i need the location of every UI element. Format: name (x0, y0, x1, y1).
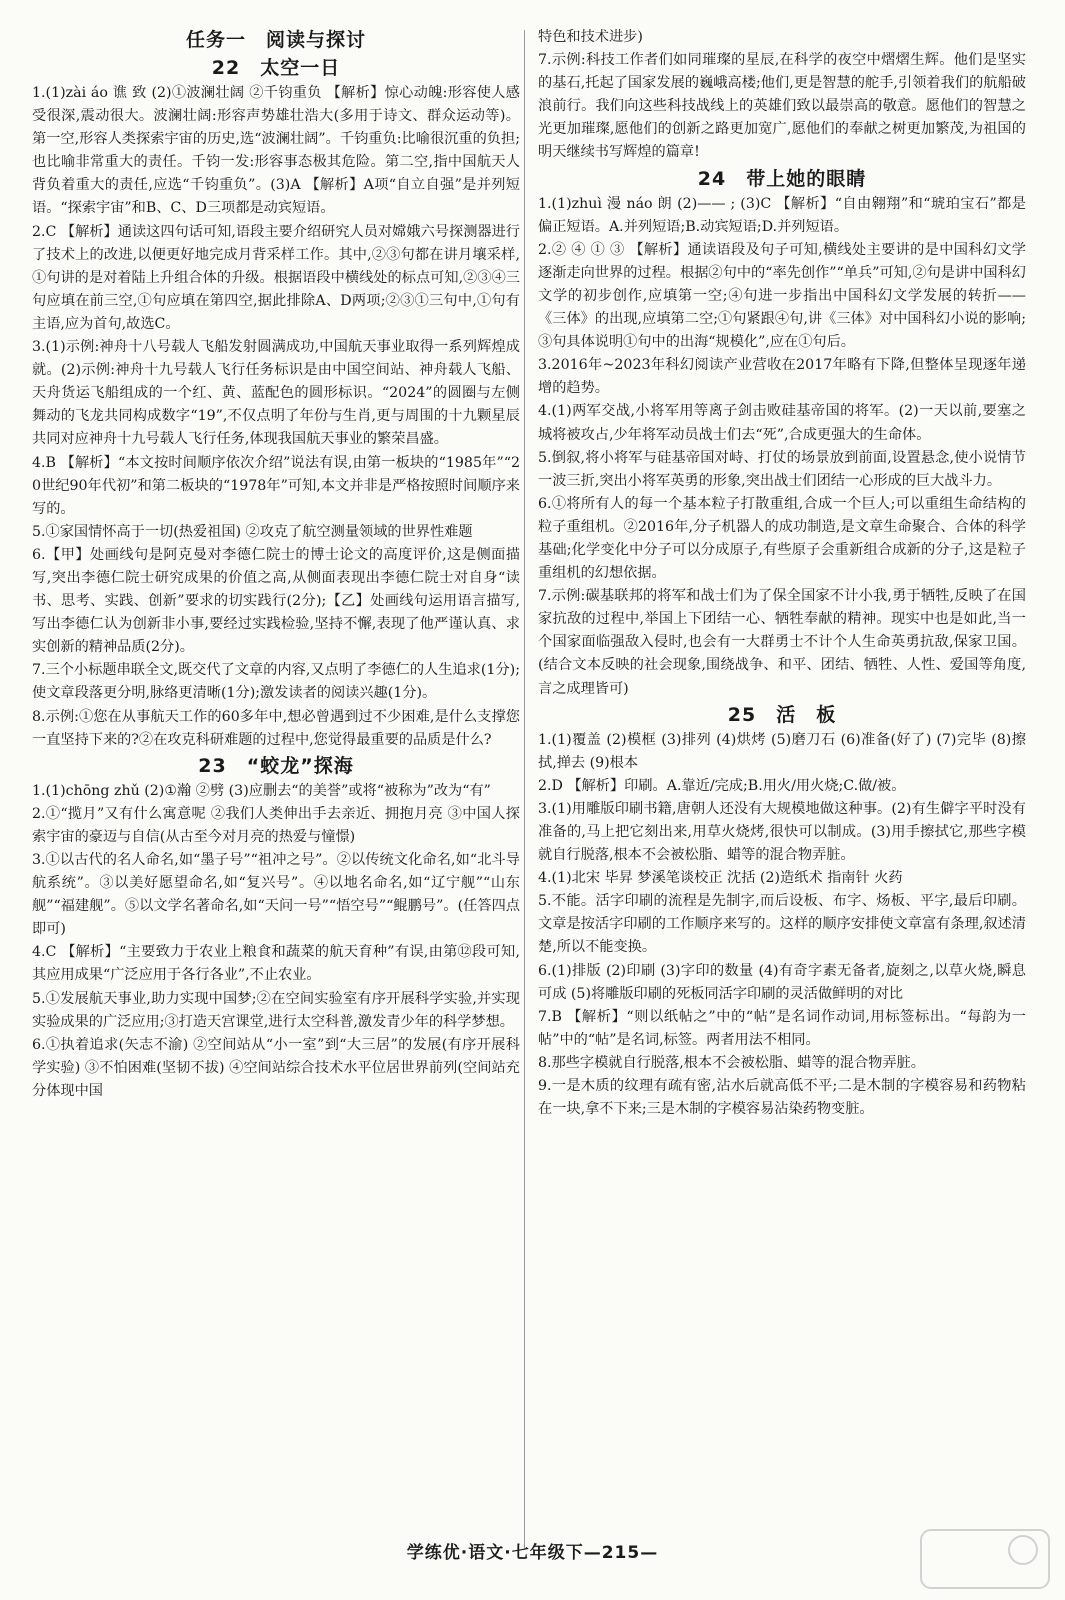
s25-answer-2: 2.D 【解析】印刷。A.靠近/完成;B.用火/用火烧;C.做/被。 (538, 777, 906, 794)
s22-answer-7: 7.三个小标题串联全文,既交代了文章的内容,又点明了李德仁的人生追求(1分);使文章段落更分明,脉络更清晰(1分);激发读者的阅读兴趣(1分)。 (32, 662, 520, 702)
watermark-stamp-icon (919, 1528, 1051, 1590)
s24-answer-3: 3.2016年~2023年科幻阅读产业营收在2017年略有下降,但整体呈现逐年递增的趋势。 (538, 357, 1026, 397)
right-column (538, 26, 1026, 1121)
s24-answer-2: 2.② ④ ① ③ 【解析】通读语段及句子可知,横线处主要讲的是中国科幻文学逐渐走向世界的过程。根据②句中的“率先创作”“单兵”可知,②句是讲中国科幻文学的初步创作,应填第一空;④句进一步指出中国科幻文学发展的转折——《三体》的出现,应填第二空;①句紧跟④句,讲《三体》对中国科幻小说的影响;③句具体说明①句中的出海“规模化”,应在①句后。 (538, 241, 1026, 351)
s22-answer-5: 5.①家国情怀高于一切(热爱祖国) ②攻克了航空测量领域的世界性难题 (32, 523, 473, 540)
page-footer: 学练优·语文·七年级下—215— (406, 1543, 659, 1563)
s25-answer-8: 8.那些字模就自行脱落,根本不会被松脂、蜡等的混合物弄脏。 (538, 1054, 925, 1071)
section-24-title: 24 带上她的眼睛 (697, 167, 867, 190)
s23-answer-7: 7.示例:科技工作者们如同璀璨的星辰,在科学的夜空中熠熠生辉。他们是坚实的基石,托起了国家发展的巍峨高楼;他们,更是智慧的舵手,引领着我们的航船破浪前行。我们向这些科技战线上的英雄们致以最崇高的敬意。愿他们的智慧之光更加璀璨,愿他们的创新之路更加宽广,愿他们的奉献之树更加繁茂,为祖国的明天继续书写辉煌的篇章! (538, 52, 1026, 161)
section-23-title: 23 “蛟龙”探海 (198, 754, 354, 777)
section-22-title: 22 太空一日 (211, 57, 341, 79)
s24-answer-5: 5.倒叙,将小将军与硅基帝国对峙、打仗的场景放到前面,设置悬念,使小说情节一波三折,突出小将军英勇的形象,突出战士们团结一心形成的巨大战斗力。 (538, 449, 1026, 489)
s24-answer-6: 6.①将所有人的每一个基本粒子打散重组,合成一个巨人;可以重组生命结构的粒子重组机。②2016年,分子机器人的成功制造,是文章生命聚合、合体的科学基础;化学变化中分子可以分成原子,有些原子会重新组合成新的分子,这是粒子重组机的幻想依据。 (538, 495, 1026, 582)
s23-answer-6: 6.①执着追求(矢志不渝) ②空间站从“小一室”到“大三居”的发展(有序开展科学实验) ③不怕困难(坚韧不拔) ④空间站综合技术水平位居世界前列(空间站充分体现中国 (32, 1036, 520, 1099)
s24-answer-1: 1.(1)zhuì 漫 náo 朗 (2)—— ; (3)C 【解析】“自由翱翔”和“琥珀宝石”都是偏正短语。A.并列短语;B.动宾短语;D.并列短语。 (538, 195, 1026, 235)
column-divider (524, 30, 525, 1550)
s24-answer-4: 4.(1)两军交战,小将军用等离子剑击败硅基帝国的将军。(2)一天以前,要塞之城将被攻占,少年将军动员战士们去“死”,合成更强大的生命体。 (538, 403, 1026, 443)
s25-answer-1: 1.(1)覆盖 (2)模框 (3)排列 (4)烘烤 (5)磨刀石 (6)准备(好了) (7)完毕 (8)擦拭,掸去 (9)根本 (538, 731, 1026, 771)
s25-answer-9: 9.一是木质的纹理有疏有密,沾水后就高低不平;二是木制的字模容易和药物粘在一块,拿不下来;三是木制的字模容易沾染药物变脏。 (538, 1078, 1026, 1118)
s23-answer-2: 2.①“揽月”又有什么寓意呢 ②我们人类伸出手去亲近、拥抱月亮 ③中国人探索宇宙的豪迈与自信(从古至今对月亮的热爱与憧憬) (32, 805, 520, 845)
s25-answer-3: 3.(1)用雕版印刷书籍,唐朝人还没有大规模地做这种事。(2)有生僻字平时没有准备的,马上把它刻出来,用草火烧烤,很快可以制成。(3)用手擦拭它,那些字模就自行脱落,根本不会被松脂、蜡等的混合物弄脏。 (538, 800, 1026, 864)
s25-answer-5: 5.不能。活字印刷的流程是先制字,而后设板、布字、炀板、平字,最后印刷。文章是按活字印刷的工作顺序来写的。这样的顺序安排使文章富有条理,叙述清楚,所以不能变换。 (538, 893, 1026, 956)
s22-answer-6: 6.【甲】处画线句是阿克曼对李德仁院士的博士论文的高度评价,这是侧面描写,突出李德仁院士研究成果的价值之高,从侧面表现出李德仁院士对自身“读书、思考、实践、创新”要求的切实践行(2分);【乙】处画线句运用语言描写,写出李德仁认为创新非小事,要经过实践检验,坚持不懈,表现了他严谨认真、求实创新的精神品质(2分)。 (32, 546, 520, 656)
s22-answer-4: 4.B 【解析】“本文按时间顺序依次介绍”说法有误,由第一板块的“1985年”“20世纪90年代初”和第二板块的“1978年”可知,本文并非是严格按照时间顺序来写的。 (32, 454, 520, 517)
s22-answer-3: 3.(1)示例:神舟十八号载人飞船发射圆满成功,中国航天事业取得一系列辉煌成就。(2)示例:神舟十九号载人飞行任务标识是由中国空间站、神舟载人飞船、天舟货运飞船组成的一个红、黄、蓝配色的圆形标识。“2024”的圆圈与左侧舞动的飞龙共同构成数字“19”,不仅点明了年份与生肖,更与周围的十九颗星辰共同对应神舟十九号载人飞行任务,体现我国航天事业的繁荣昌盛。 (32, 339, 520, 448)
s25-answer-6: 6.(1)排版 (2)印刷 (3)字印的数量 (4)有奇字素无备者,旋刻之,以草火烧,瞬息可成 (5)将雕版印刷的死板同活字印刷的灵活做鲜明的对比 (538, 962, 1026, 1002)
s22-answer-1: 1.(1)zài áo 谯 致 (2)①波澜壮阔 ②千钧重负 【解析】惊心动魄:形容使人感受很深,震动很大。波澜壮阔:形容声势雄壮浩大(多用于诗文、群众运动等)。第一空,形容人类探索宇宙的历史,选“波澜壮阔”。千钧重负:比喻很沉重的负担;也比喻非常重大的责任。千钧一发:形容事态极其危险。第二空,指中国航天人背负着重大的责任,应选“千钧重负”。(3)A 【解析】A项“自立自强”是并列短语。“探索宇宙”和B、C、D三项都是动宾短语。 (32, 85, 520, 217)
left-column (32, 26, 520, 1103)
s22-answer-8: 8.示例:①您在从事航天工作的60多年中,想必曾遇到过不少困难,是什么支撑您一直坚持下来的?②在攻克科研难题的过程中,您觉得最重要的品质是什么? (32, 708, 520, 748)
s23-answer-3: 3.①以古代的名人命名,如“墨子号”“祖冲之号”。②以传统文化命名,如“北斗导航系统”。③以美好愿望命名,如“复兴号”。④以地名命名,如“辽宁舰”“山东舰”“福建舰”。⑤以文学名著命名,如“天问一号”“悟空号”“鲲鹏号”。(任答四点即可) (32, 852, 520, 938)
s23-answer-1: 1.(1)chōng zhǔ (2)①瀚 ②劈 (3)应删去“的美誉”或将“被称为”改为“有” (32, 782, 491, 799)
s23-answer-4: 4.C 【解析】“主要致力于农业上粮食和蔬菜的航天育种”有误,由第⑫段可知,其应用成果“广泛应用于各行各业”,不止农业。 (32, 944, 520, 984)
task-title: 任务一 阅读与探讨 (185, 29, 366, 51)
s25-answer-7: 7.B 【解析】“则以纸帖之”中的“帖”是名词作动词,用标签标出。“每韵为一帖”中的“帖”是名词,标签。两者用法不相同。 (538, 1008, 1026, 1048)
s22-answer-2: 2.C 【解析】通读这四句话可知,语段主要介绍研究人员对嫦娥六号探测器进行了技术上的改进,以便更好地完成月背采样工作。其中,②③句都在讲月壤采样,①句讲的是对着陆上升组合体的升级。根据语段中横线处的标点可知,②③④三句应填在前三空,①句应填在第四空,据此排除A、D两项;②③①三句中,①句有主语,应为首句,故选C。 (32, 223, 520, 332)
s23-answer-5: 5.①发展航天事业,助力实现中国梦;②在空间实验室有序开展科学实验,并实现实验成果的广泛应用;③打造天宫课堂,进行太空科普,激发青少年的科学梦想。 (32, 990, 520, 1030)
s24-answer-7: 7.示例:碳基联邦的将军和战士们为了保全国家不计小我,勇于牺牲,反映了在国家抗敌的过程中,举国上下团结一心、牺牲奉献的精神。现实中也是如此,当一个国家面临强敌入侵时,也会有一大群勇士不计个人生命英勇抗敌,保家卫国。(结合文本反映的社会现象,围绕战争、和平、团结、牺牲、人性、爱国等角度,言之成理皆可) (538, 588, 1026, 697)
section-25-title: 25 活 板 (727, 703, 837, 726)
s25-answer-4: 4.(1)北宋 毕昇 梦溪笔谈校正 沈括 (2)造纸术 指南针 火药 (538, 870, 903, 887)
s23-answer-6-continued: 特色和技术进步) (538, 29, 643, 45)
